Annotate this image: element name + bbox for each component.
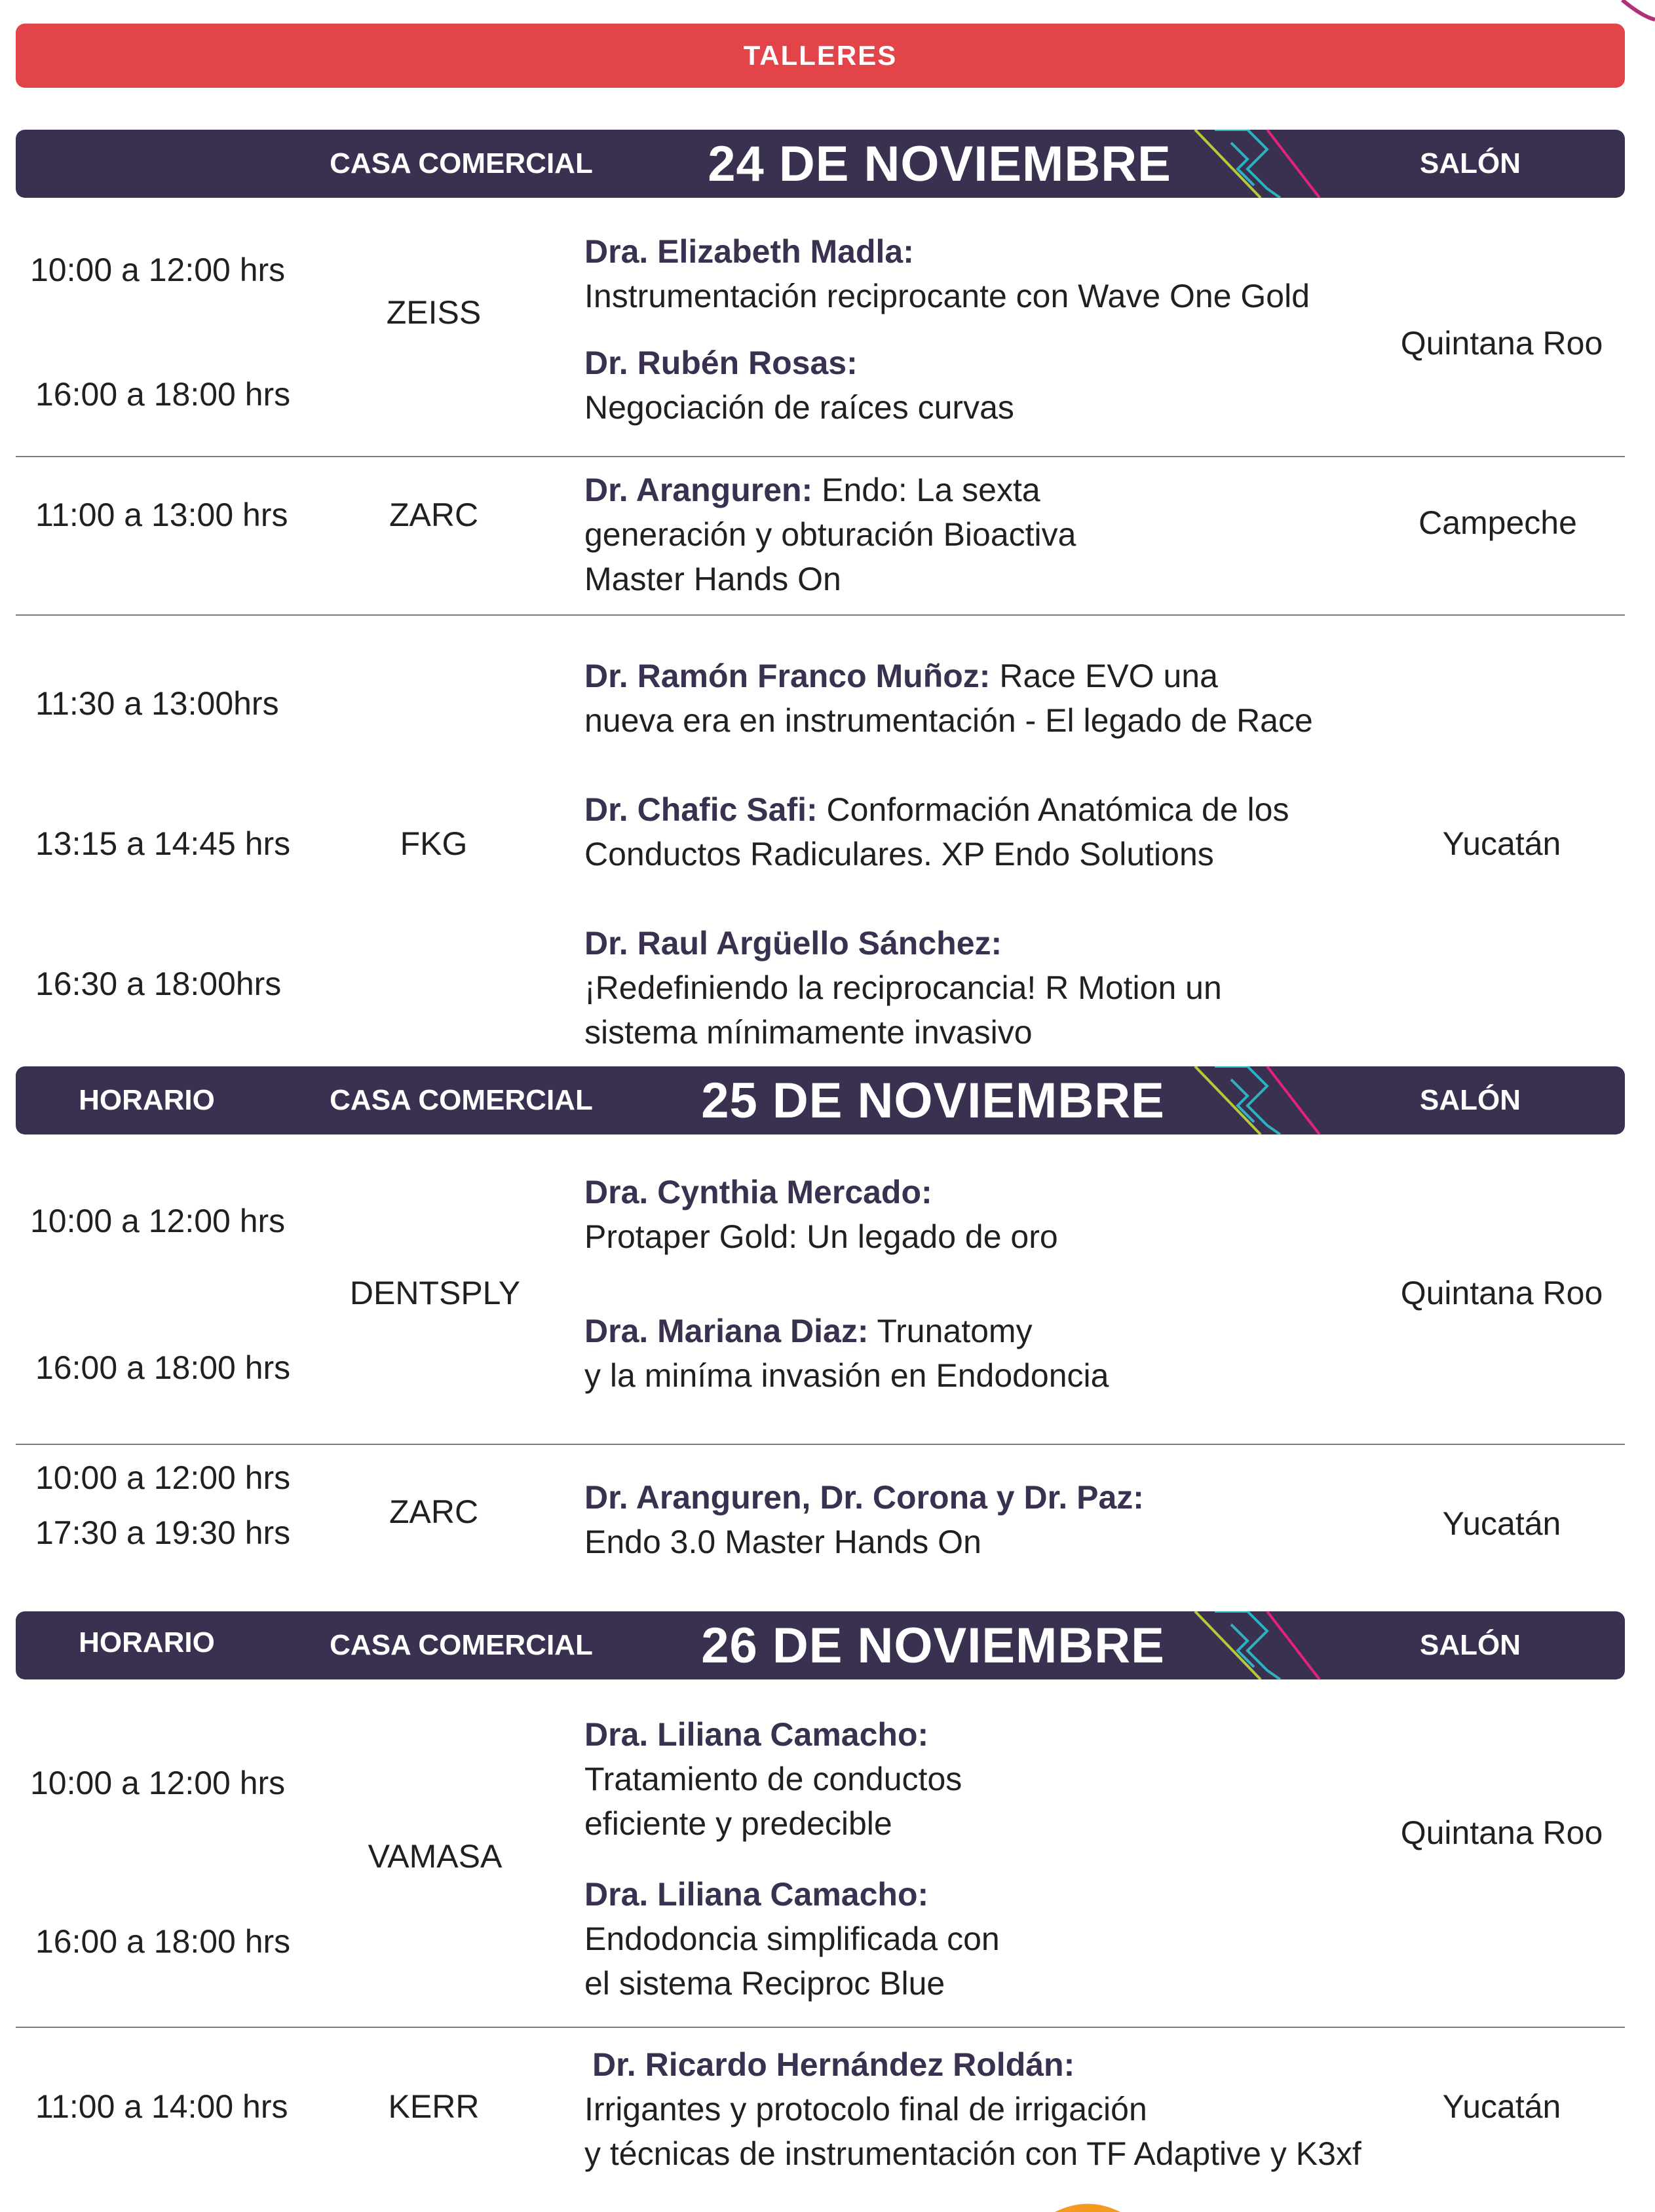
geometric-pattern-icon	[1169, 1066, 1339, 1134]
workshop-entry	[584, 921, 1222, 1055]
workshop-title: ¡Redefiniendo la reciprocancia! R Motion un	[584, 969, 1222, 1006]
workshop-title: Endo: La sexta	[812, 472, 1040, 508]
workshop-title: eficiente y predecible	[584, 1805, 892, 1842]
casa-comercial: DENTSPLY	[349, 1275, 521, 1311]
header-date: 24 DE NOVIEMBRE	[708, 136, 1171, 192]
workshop-entry	[584, 2042, 1361, 2176]
casa-comercial: ZARC	[389, 1493, 479, 1530]
speaker-name: Dr. Ricardo Hernández Roldán:	[592, 2046, 1075, 2083]
workshop-entry	[584, 229, 1310, 318]
header-casa-comercial: CASA COMERCIAL	[330, 1629, 593, 1661]
salon: Yucatán	[1442, 1505, 1561, 1542]
speaker-name: Dr. Aranguren, Dr. Corona y Dr. Paz:	[584, 1479, 1144, 1516]
header-casa-comercial: CASA COMERCIAL	[330, 1084, 593, 1116]
workshop-title: y técnicas de instrumentación con TF Adaptive y K3xf	[584, 2135, 1361, 2172]
row-divider	[16, 1444, 1625, 1445]
salon: Yucatán	[1442, 825, 1561, 862]
speaker-name: Dr. Chafic Safi:	[584, 791, 818, 828]
speaker-name: Dr. Raul Argüello Sánchez:	[584, 925, 1002, 962]
workshop-title: sistema mínimamente invasivo	[584, 1014, 1033, 1051]
workshop-title: y la miníma invasión en Endodoncia	[584, 1357, 1109, 1394]
workshop-title: Conformación Anatómica de los	[817, 791, 1289, 828]
speaker-name: Dr. Ramón Franco Muñoz:	[584, 658, 991, 694]
time-slot: 16:30 a 18:00hrs	[35, 965, 282, 1002]
workshop-title: Negociación de raíces curvas	[584, 389, 1014, 426]
casa-comercial: VAMASA	[368, 1838, 503, 1875]
time-slot: 10:00 a 12:00 hrs	[35, 1459, 291, 1496]
workshop-title: Tratamiento de conductos	[584, 1761, 962, 1797]
workshop-title: nueva era en instrumentación - El legado de Race	[584, 702, 1313, 739]
workshop-title: Protaper Gold: Un legado de oro	[584, 1218, 1058, 1255]
header-salon: SALÓN	[1420, 1084, 1521, 1116]
workshop-entry	[584, 1475, 1144, 1564]
salon: Quintana Roo	[1400, 325, 1603, 362]
header-salon: SALÓN	[1420, 1629, 1521, 1661]
casa-comercial: ZEISS	[386, 294, 482, 331]
header-date: 25 DE NOVIEMBRE	[701, 1072, 1165, 1129]
workshop-title: Endo 3.0 Master Hands On	[584, 1524, 981, 1560]
time-slot: 16:00 a 18:00 hrs	[35, 1923, 291, 1960]
workshop-entry	[584, 468, 1076, 601]
workshop-entry	[584, 654, 1313, 743]
time-slot: 11:00 a 13:00 hrs	[35, 497, 288, 533]
speaker-name: Dra. Liliana Camacho:	[584, 1716, 929, 1753]
time-slot: 16:00 a 18:00 hrs	[35, 1349, 291, 1386]
time-slot: 10:00 a 12:00 hrs	[30, 1203, 286, 1239]
day-header-26	[16, 1611, 1625, 1679]
workshop-title: Conductos Radiculares. XP Endo Solutions	[584, 836, 1214, 872]
salon: Campeche	[1418, 504, 1577, 541]
speaker-name: Dra. Cynthia Mercado:	[584, 1174, 932, 1210]
salon: Quintana Roo	[1400, 1275, 1603, 1311]
salon: Quintana Roo	[1400, 1814, 1603, 1851]
casa-comercial: FKG	[400, 825, 468, 862]
time-slot: 11:30 a 13:00hrs	[35, 685, 279, 722]
workshop-entry	[584, 1712, 962, 1846]
workshop-entry	[584, 341, 1014, 430]
bottom-decoration-icon	[1055, 2202, 1120, 2212]
workshop-title: Instrumentación reciprocante con Wave One Gold	[584, 278, 1310, 314]
time-slot: 11:00 a 14:00 hrs	[35, 2088, 288, 2125]
workshop-title: Race EVO una	[990, 658, 1218, 694]
day-header-24	[16, 130, 1625, 198]
time-slot: 17:30 a 19:30 hrs	[35, 1514, 291, 1551]
speaker-name: Dr. Aranguren:	[584, 472, 813, 508]
corner-decoration-icon	[1616, 0, 1655, 26]
row-divider	[16, 614, 1625, 616]
workshop-title: Master Hands On	[584, 561, 841, 597]
workshop-entry	[584, 1309, 1109, 1398]
row-divider	[16, 2027, 1625, 2028]
workshop-title: Irrigantes y protocolo final de irrigación	[584, 2091, 1147, 2128]
workshop-entry	[584, 787, 1289, 876]
time-slot: 16:00 a 18:00 hrs	[35, 376, 291, 413]
header-casa-comercial: CASA COMERCIAL	[330, 147, 593, 179]
workshop-entry	[584, 1872, 1000, 2006]
casa-comercial: ZARC	[389, 497, 479, 533]
header-date: 26 DE NOVIEMBRE	[701, 1617, 1165, 1674]
talleres-banner	[16, 24, 1625, 88]
time-slot: 13:15 a 14:45 hrs	[35, 825, 291, 862]
row-divider	[16, 456, 1625, 457]
header-salon: SALÓN	[1420, 147, 1521, 179]
time-slot: 10:00 a 12:00 hrs	[30, 1765, 286, 1801]
header-horario: HORARIO	[79, 1084, 215, 1116]
workshop-title: el sistema Reciproc Blue	[584, 1965, 945, 2002]
speaker-name: Dra. Elizabeth Madla:	[584, 233, 914, 270]
workshop-title: Trunatomy	[868, 1313, 1033, 1349]
time-slot: 10:00 a 12:00 hrs	[30, 252, 286, 288]
workshop-title: Endodoncia simplificada con	[584, 1921, 1000, 1957]
speaker-name: Dr. Rubén Rosas:	[584, 345, 858, 381]
speaker-name: Dra. Mariana Diaz:	[584, 1313, 869, 1349]
salon: Yucatán	[1442, 2088, 1561, 2125]
geometric-pattern-icon	[1169, 130, 1339, 198]
header-horario	[16, 130, 278, 198]
workshop-entry	[584, 1170, 1058, 1259]
header-horario: HORARIO	[79, 1626, 215, 1659]
day-header-25	[16, 1066, 1625, 1134]
casa-comercial: KERR	[388, 2088, 480, 2125]
speaker-name: Dra. Liliana Camacho:	[584, 1876, 929, 1913]
geometric-pattern-icon	[1169, 1611, 1339, 1679]
talleres-title: TALLERES	[743, 40, 898, 71]
workshop-title: generación y obturación Bioactiva	[584, 516, 1076, 553]
